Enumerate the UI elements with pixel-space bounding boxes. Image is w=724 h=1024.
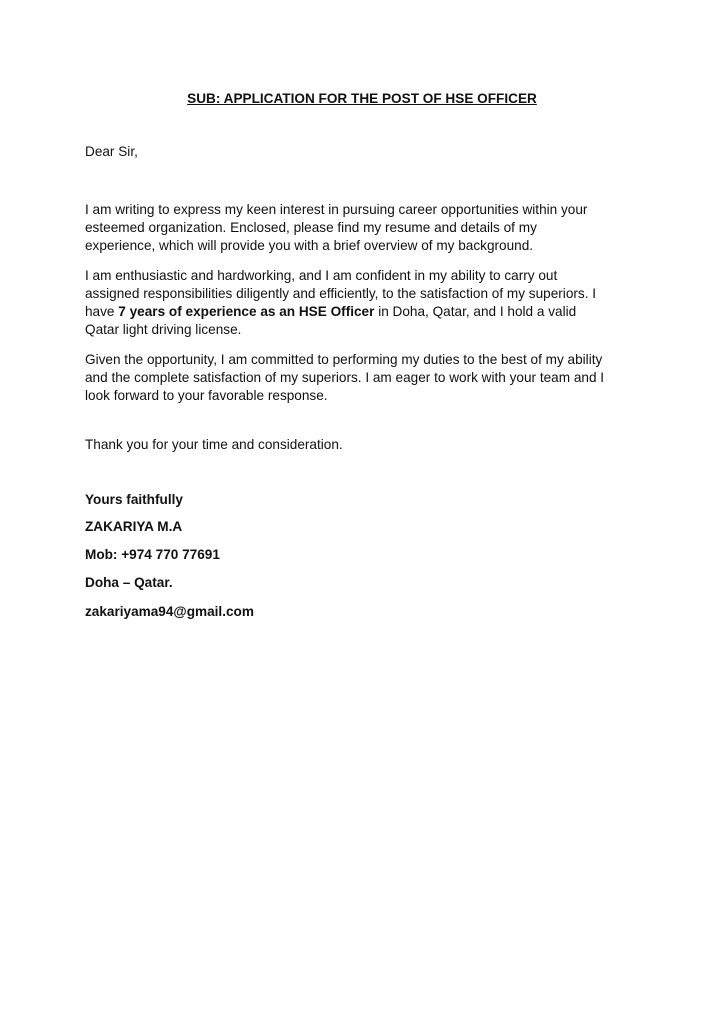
text-line: I am enthusiastic and hardworking, and I am confident in my ability to carry out: [85, 268, 558, 283]
text-line: and the complete satisfaction of my superiors. I am eager to work with your team and I: [85, 370, 605, 385]
text-line: Qatar light driving license.: [85, 322, 242, 337]
text-segment: in Doha, Qatar, and I hold a valid: [374, 304, 577, 319]
text-line: esteemed organization. Enclosed, please find my resume and details of my: [85, 220, 537, 235]
experience-highlight: 7 years of experience as an HSE Officer: [118, 304, 375, 319]
text-line: assigned responsibilities diligently and efficiently, to the satisfaction of my superiors. I: [85, 286, 597, 301]
text-line: Given the opportunity, I am committed to performing my duties to the best of my ability: [85, 352, 603, 367]
salutation: Dear Sir,: [85, 144, 138, 159]
text-line: look forward to your favorable response.: [85, 388, 328, 403]
mobile-number: Mob: +974 770 77691: [85, 547, 220, 562]
sign-off: Yours faithfully: [85, 492, 183, 507]
text-segment: have: [85, 304, 119, 319]
text-line: experience, which will provide you with a brief overview of my background.: [85, 238, 534, 253]
paragraph-experience: [85, 267, 596, 339]
paragraph-intro: [85, 201, 587, 255]
text-line: [85, 303, 596, 321]
location: Doha – Qatar.: [85, 575, 173, 590]
paragraph-commitment: [85, 351, 604, 405]
signer-name: ZAKARIYA M.A: [85, 519, 183, 534]
text-line: I am writing to express my keen interest in pursuing career opportunities within your: [85, 202, 588, 217]
closing-thanks: Thank you for your time and consideration.: [85, 437, 343, 452]
subject-line: SUB: APPLICATION FOR THE POST OF HSE OFFICER: [187, 91, 537, 106]
email-address: zakariyama94@gmail.com: [85, 604, 254, 619]
